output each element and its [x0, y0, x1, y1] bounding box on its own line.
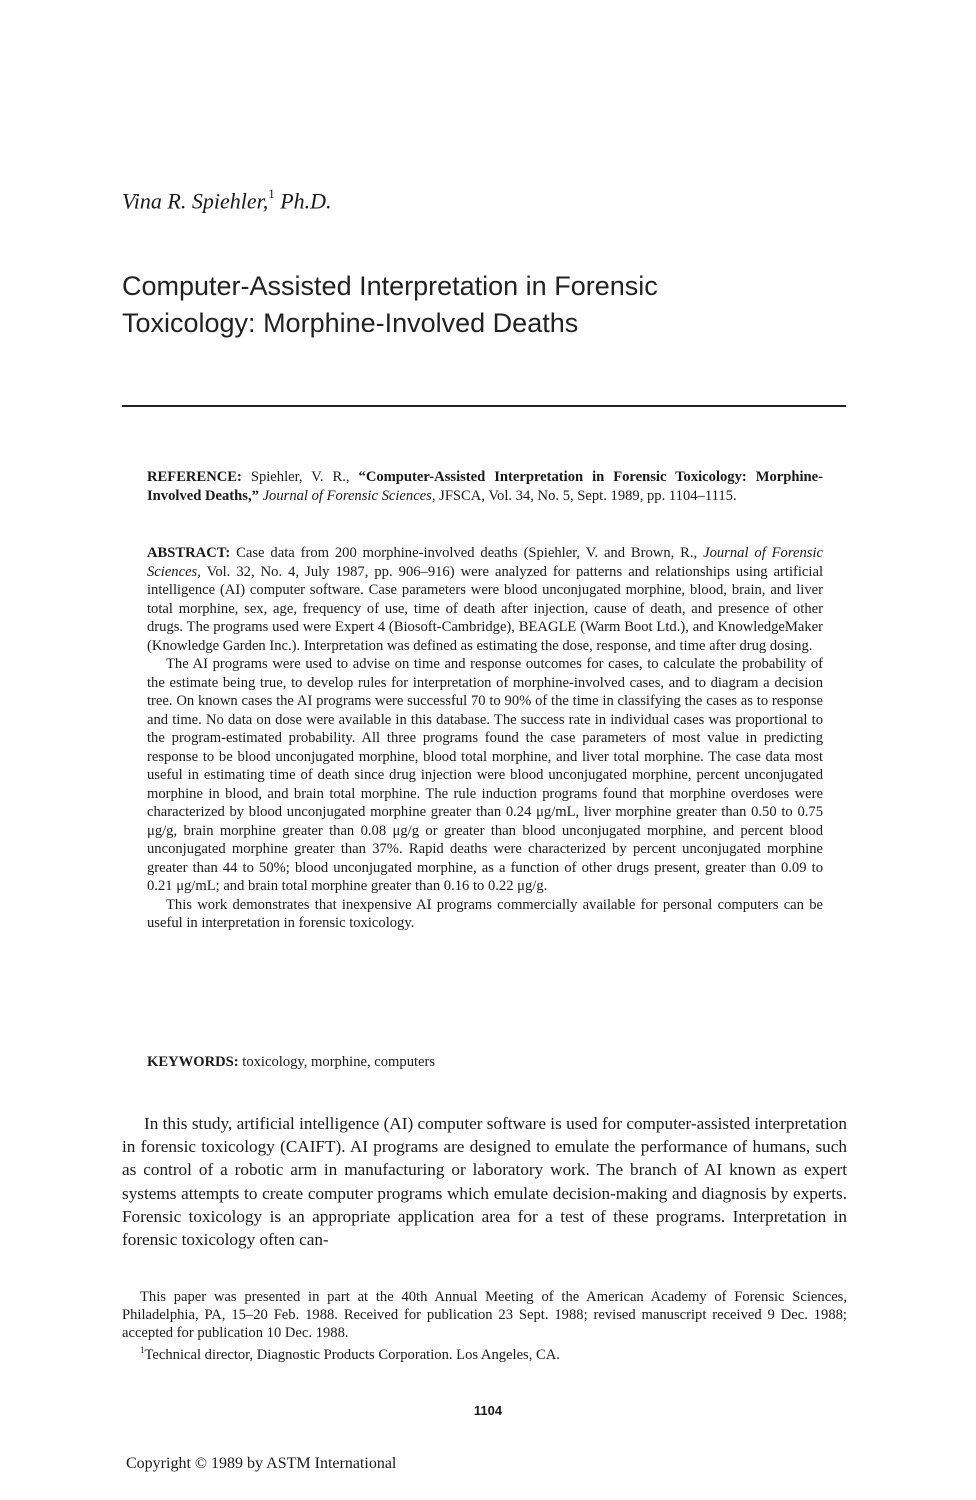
abstract-paragraph-3: This work demonstrates that inexpensive AI programs commercially available for personal computers can be useful in interpretation in forensic toxicology. — [147, 896, 823, 931]
keywords-label: KEYWORDS: — [147, 1054, 239, 1070]
keywords-block — [147, 1053, 823, 1072]
author-footnote-marker: 1 — [268, 186, 275, 201]
body-paragraph-1: In this study, artificial intelligence (AI) computer software is used for computer-assisted interpretation in forensic toxicology (CAIFT). AI programs are designed to emulate the performance of humans, such as control of a robotic arm in manufacturing or laboratory work. The branch of AI known as expert systems attempts to create computer programs which emulate decision-making and diagnosis by experts. Forensic toxicology is an appropriate application area for a test of these programs. Interpretation in forensic toxicology often can- — [122, 1114, 847, 1250]
keywords-text: toxicology, morphine, computers — [242, 1054, 436, 1070]
abstract-paragraph-2: The AI programs were used to advise on time and response outcomes for cases, to calculate the probability of the estimate being true, to develop rules for interpretation of morphine-involved cases, and to diagram a decision tree. On known cases the AI programs were successful 70 to 90% of the time in classifying the cases as to response and time. No data on dose were available in this database. The success rate in individual cases was proportional to the program-estimated probability. All three programs found the case parameters of most value in predicting response to be blood unconjugated morphine, blood total morphine, and liver total morphine. The case data most useful in estimating time of death since drug injection were blood unconjugated morphine, percent unconjugated morphine in blood, and brain total morphine. The rule induction programs found that morphine overdoses were characterized by blood unconjugated morphine greater than 0.24 μg/mL, liver morphine greater than 0.50 to 0.75 μg/g, brain morphine greater than 0.08 μg/g or greater than blood unconjugated morphine, and percent blood unconjugated morphine greater than 37%. Rapid deaths were characterized by percent unconjugated morphine greater than 44 to 50%; blood unconjugated morphine, as a function of other drugs present, greater than 0.09 to 0.21 μg/mL; and brain total morphine greater than 0.16 to 0.22 μg/g. — [147, 656, 823, 894]
reference-details: JFSCA, Vol. 34, No. 5, Sept. 1989, pp. 1104–1115. — [439, 487, 737, 504]
abstract-p1-a: Case data from 200 morphine-involved deaths (Spiehler, V. and Brown, R., — [236, 545, 698, 561]
footnote-1-marker: 1 — [140, 1345, 145, 1356]
reference-journal: Journal of Forensic Sciences, — [262, 487, 436, 504]
title-divider — [122, 405, 846, 407]
footnotes — [122, 1289, 847, 1365]
footnote-1 — [122, 1342, 847, 1365]
footnote-presentation: This paper was presented in part at the 40th Annual Meeting of the American Academy of Forensic Sciences, Philadelphia, PA, 15–20 Feb. 1988. Received for publication 23 Sept. 1988; revised manuscript received 9 Dec. 1988; accepted for publication 10 Dec. 1988. — [122, 1289, 847, 1341]
author-degree: Ph.D. — [280, 188, 332, 214]
abstract-label: ABSTRACT: — [147, 545, 231, 561]
reference-authors: Spiehler, V. R., — [250, 469, 350, 485]
body-text — [122, 1112, 847, 1251]
paper-title — [122, 268, 882, 342]
reference-label: REFERENCE: — [147, 469, 242, 485]
copyright-notice: Copyright © 1989 by ASTM International — [126, 1455, 397, 1472]
title-line-1: Computer-Assisted Interpretation in Forensic — [122, 271, 658, 301]
abstract-p1-journal: Journal of Forensic Sciences, — [147, 545, 823, 580]
author-line — [122, 188, 332, 214]
reference-block — [147, 468, 823, 505]
title-line-2: Toxicology: Morphine-Involved Deaths — [122, 308, 579, 338]
footnote-1-text: Technical director, Diagnostic Products Corporation. Los Angeles, CA. — [144, 1347, 560, 1364]
reference-article-title: “Computer-Assisted Interpretation in Forensic Toxicology: Morphine-Involved Deaths,” — [147, 469, 824, 504]
author-name: Vina R. Spiehler, — [122, 188, 269, 214]
page-number: 1104 — [473, 1403, 503, 1418]
abstract-block — [147, 544, 823, 933]
abstract-p1-b: Vol. 32, No. 4, July 1987, pp. 906–916) were analyzed for patterns and relationships using artificial intelligence (AI) computer software. Case parameters were blood unconjugated morphine, blood, brain, and liver total morphine, sex, age, frequency of use, time of death after injection, cause of death, and presence of other drugs. The programs used were Expert 4 (Biosoft-Cambridge), BEAGLE (Warm Boot Ltd.), and KnowledgeMaker (Knowledge Garden Inc.). Interpretation was defined as estimating the dose, response, and time after drug dosing. — [147, 563, 823, 654]
